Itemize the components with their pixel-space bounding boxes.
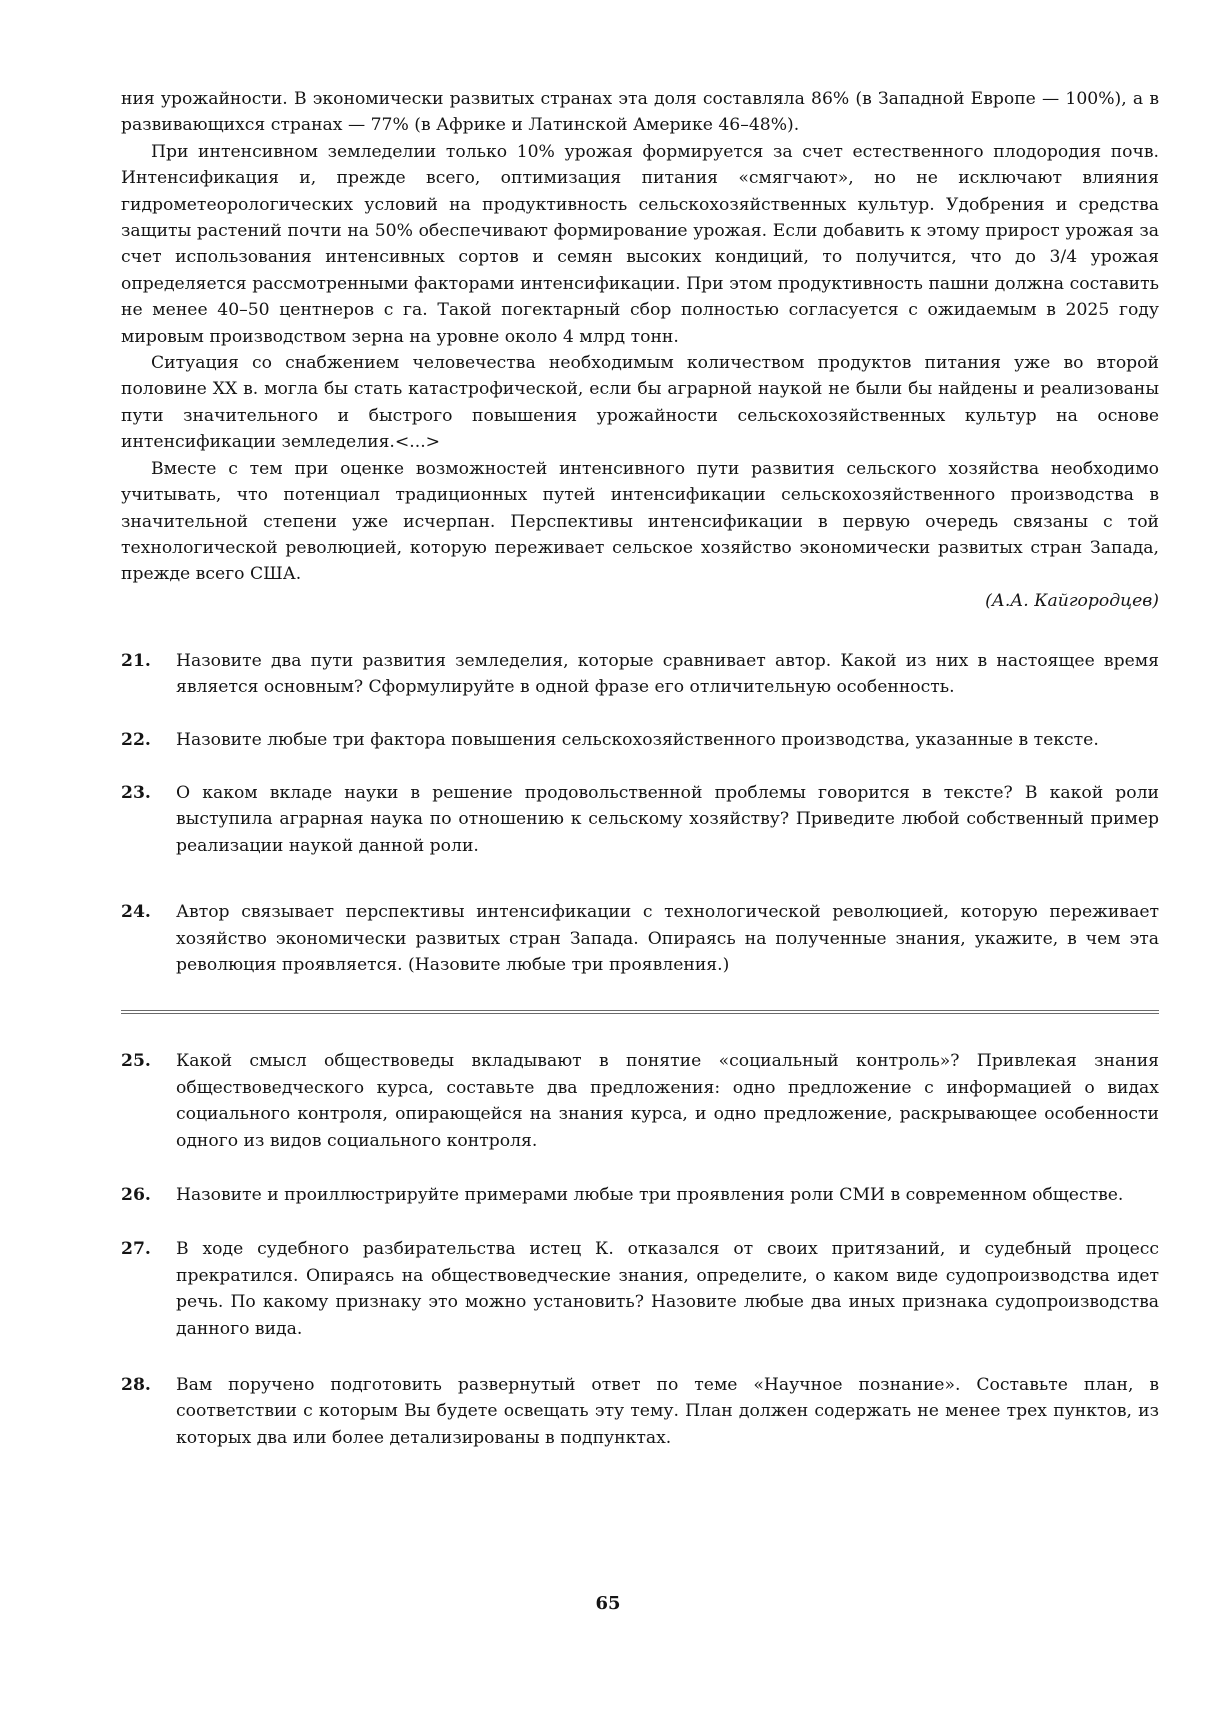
question-number: 28. xyxy=(121,1375,151,1396)
section-divider xyxy=(121,1010,1159,1014)
paragraph-intensive-farming: При интенсивном земледелии только 10% урожая формируется за счет естественного плодородия почв. Интенсификация и, прежде всего, оптимизация питания «смягчают», но не исключают влияния гидрометеорологических условий на продуктивность сельскохозяйственных культур. Удобрения и средства защиты растений почти на 50% обеспечивают формирование урожая. Если добавить к этому прирост урожая за счет использования интенсивных сортов и семян высоких кондиций, то получится, что до 3/4 урожая определяется рассмотренными факторами интенсификации. При этом продуктивность пашни должна составить не менее 40–50 центнеров с га. Такой погектарный сбор полностью согласуется с ожидаемым в 2025 году мировым производством зерна на уровне около 4 млрд тонн. xyxy=(121,141,1159,347)
paragraph-food-supply: Ситуация со снабжением человечества необходимым количеством продуктов питания уже во второй половине XX в. могла бы стать катастрофической, если бы аграрной наукой не были бы найдены и реализованы пути значительного и быстрого повышения урожайности сельскохозяйственных культур на основе интенсификации земледелия.<...> xyxy=(121,353,1159,453)
question-number: 27. xyxy=(121,1239,151,1260)
page-number: 65 xyxy=(595,1593,621,1614)
text-attribution: (А.А. Кайгородцев) xyxy=(985,590,1159,611)
question-text: Какой смысл обществоведы вкладывают в понятие «социальный контроль»? Привлекая знания обществоведческого курса, составьте два предложения: одно предложение с информацией о видах социального контроля, опирающейся на знания курса, и одно предложение, раскрывающее особенности одного из видов социального контроля. xyxy=(176,1051,1159,1151)
paragraph-continuation: ния урожайности. В экономически развитых странах эта доля составляла 86% (в Западной Европе — 100%), а в развивающихся странах — 77% (в Африке и Латинской Америке 46–48%). xyxy=(121,89,1159,136)
question-number: 21. xyxy=(121,650,151,671)
question-item xyxy=(121,648,1159,701)
question-list-general xyxy=(121,1048,1159,1451)
question-list-text-based xyxy=(121,648,1159,979)
question-item xyxy=(121,780,1159,859)
question-text: Назовите два пути развития земледелия, которые сравнивает автор. Какой из них в настоящее время является основным? Сформулируйте в одной фразе его отличительную особенность. xyxy=(176,650,1159,698)
question-text: Автор связывает перспективы интенсификации с технологической революцией, которую переживает хозяйство экономически развитых стран Запада. Опираясь на полученные знания, укажите, в чем эта революция проявляется. (Назовите любые три проявления.) xyxy=(176,902,1159,975)
question-item xyxy=(121,899,1159,978)
question-text: В ходе судебного разбирательства истец К. отказался от своих притязаний, и судебный процесс прекратился. Опираясь на обществоведческие знания, определите, о каком виде судопроизводства идет речь. По какому признаку это можно установить? Назовите любые два иных признака судопроизводства данного вида. xyxy=(176,1239,1159,1339)
question-item xyxy=(121,1182,1159,1208)
question-number: 25. xyxy=(121,1051,151,1072)
source-text xyxy=(121,86,1159,588)
question-item xyxy=(121,1048,1159,1154)
question-number: 23. xyxy=(121,782,151,803)
paragraph-perspectives: Вместе с тем при оценке возможностей интенсивного пути развития сельского хозяйства необходимо учитывать, что потенциал традиционных путей интенсификации сельскохозяйственного производства в значительной степени уже исчерпан. Перспективы интенсификации в первую очередь связаны с той технологической революцией, которую переживает сельское хозяйство экономически развитых стран Запада, прежде всего США. xyxy=(121,458,1159,585)
question-text: О каком вкладе науки в решение продовольственной проблемы говорится в тексте? В какой роли выступила аграрная наука по отношению к сельскому хозяйству? Приведите любой собственный пример реализации наукой данной роли. xyxy=(176,782,1159,856)
question-item xyxy=(121,1236,1159,1342)
question-text: Вам поручено подготовить развернутый ответ по теме «Научное познание». Составьте план, в соответствии с которым Вы будете освещать эту тему. План должен содержать не менее трех пунктов, из которых два или более детализированы в подпунктах. xyxy=(176,1375,1159,1448)
question-number: 26. xyxy=(121,1185,151,1205)
page-content xyxy=(121,86,1159,1451)
question-text: Назовите и проиллюстрируйте примерами любые три проявления роли СМИ в современном обществе. xyxy=(176,1185,1124,1205)
question-number: 24. xyxy=(121,902,151,923)
question-item xyxy=(121,727,1159,753)
question-item xyxy=(121,1372,1159,1451)
question-number: 22. xyxy=(121,729,151,750)
question-text: Назовите любые три фактора повышения сельскохозяйственного производства, указанные в тексте. xyxy=(176,729,1099,750)
